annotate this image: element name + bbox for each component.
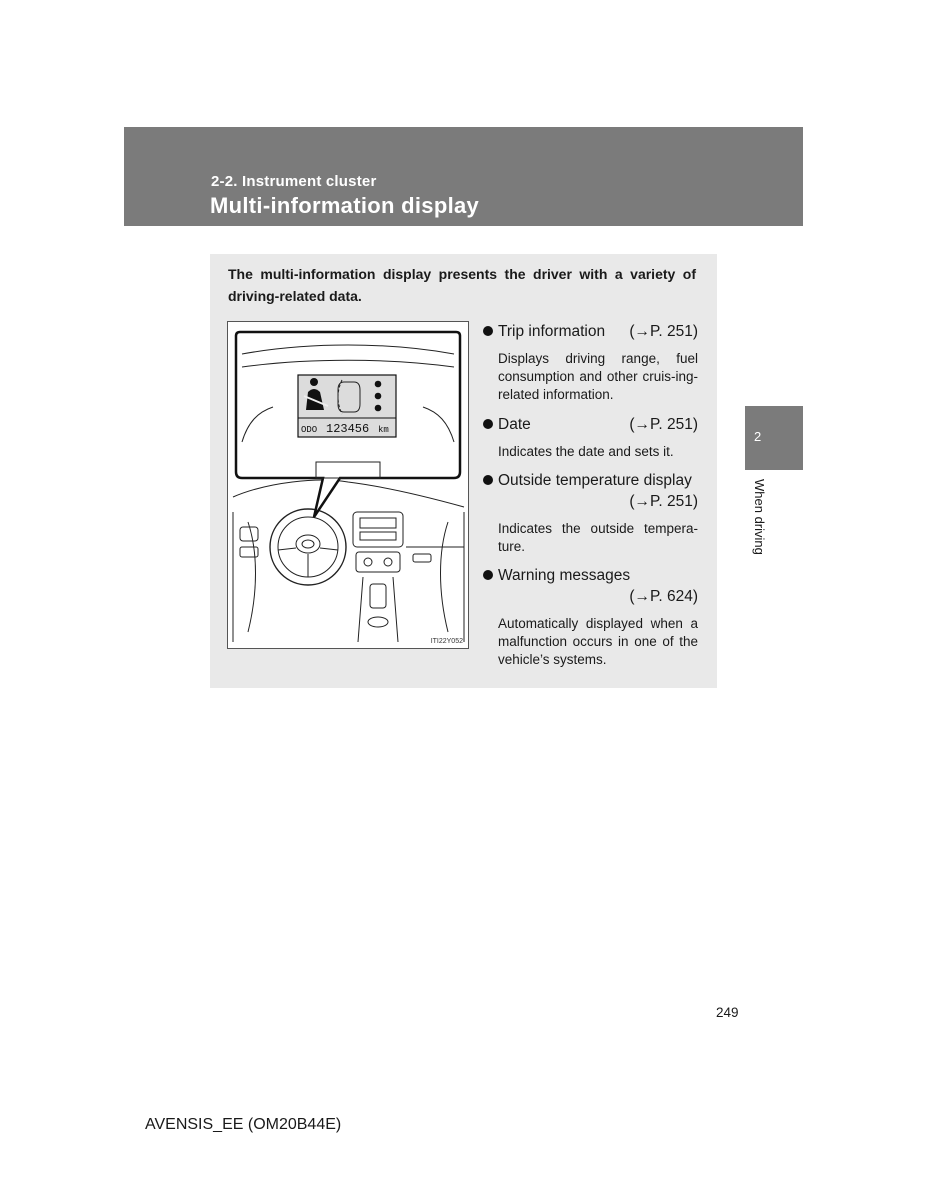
item-description: Automatically displayed when a malfunction occurs in one of the vehicle’s systems. <box>498 616 698 667</box>
list-item <box>483 565 698 669</box>
section-label: 2-2. Instrument cluster <box>211 173 377 190</box>
item-title: Trip information <box>498 323 606 340</box>
bullet-icon <box>483 419 493 429</box>
chapter-tab[interactable] <box>745 406 803 470</box>
item-list <box>483 321 698 669</box>
odo-label: ODO <box>301 425 318 435</box>
odo-value: 123456 <box>326 422 370 436</box>
list-item <box>483 414 698 470</box>
odo-unit: km <box>378 425 389 435</box>
page-ref-link[interactable]: (→P. 624) <box>629 588 698 605</box>
bullet-icon <box>483 326 493 336</box>
chapter-number: 2 <box>754 429 762 444</box>
page-number: 249 <box>716 1005 739 1020</box>
bullet-icon <box>483 475 493 485</box>
intro-text: The multi-information display presents the driver with a variety of driving-related data. <box>228 266 696 304</box>
bullet-icon <box>483 570 493 580</box>
model-code: AVENSIS_EE (OM20B44E) <box>145 1116 342 1133</box>
item-title: Outside temperature display <box>498 472 692 489</box>
item-title: Warning messages <box>498 567 631 584</box>
list-item <box>483 321 698 414</box>
chapter-label: When driving <box>752 479 767 555</box>
figure-code: ITI22Y052 <box>430 638 463 645</box>
item-description: Displays driving range, fuel consumption and other cruis-ing-related information. <box>498 351 698 402</box>
item-title: Date <box>498 416 531 433</box>
item-description: Indicates the date and sets it. <box>498 444 674 459</box>
dashboard-drawing <box>228 322 468 648</box>
page-ref-link[interactable]: (→P. 251) <box>629 493 698 510</box>
item-description: Indicates the outside tempera-ture. <box>498 521 698 554</box>
info-panel <box>210 254 717 688</box>
page-ref-link[interactable]: (→P. 251) <box>629 416 698 433</box>
list-item <box>483 470 698 565</box>
page-ref-link[interactable]: (→P. 251) <box>629 323 698 340</box>
dashboard-illustration <box>227 321 469 649</box>
page-title: Multi-information display <box>210 193 480 218</box>
section-header <box>124 127 803 226</box>
